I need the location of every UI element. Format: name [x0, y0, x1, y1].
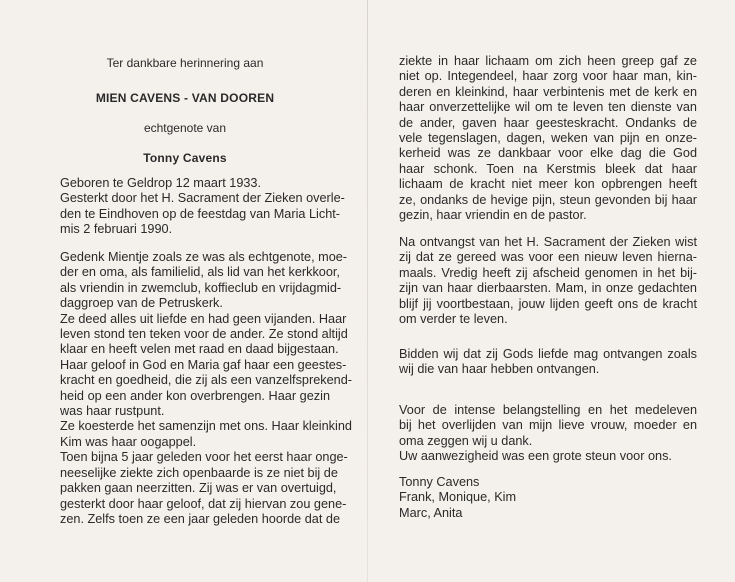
- text-line: neeselijke ziekte zich openbaarde is ze niet bij de: [60, 465, 338, 480]
- signatures: [399, 475, 697, 521]
- text-line: mis 2 februari 1990.: [60, 222, 173, 237]
- text-line: Haar geloof in God en Maria gaf haar een geestes-: [60, 357, 347, 372]
- text-line: lichaam de kracht niet meer kon opbrengen heeft: [399, 177, 697, 192]
- text-line: zen. Zelfs toen ze een jaar geleden hoorde dat de: [60, 511, 341, 526]
- signature-line: Tonny Cavens: [399, 475, 480, 489]
- text-line: Gesterkt door het H. Sacrament der Zieken overle-: [60, 191, 345, 206]
- text-line: blijf jij voortbestaan, jouw lijden geeft ons de kracht: [399, 296, 697, 311]
- text-line: als vriendin in zwemclub, koffieclub en vrijdagmid-: [60, 280, 342, 295]
- card-fold: [367, 0, 368, 582]
- text-line: Kim was haar oogappel.: [60, 434, 197, 449]
- birth-death-paragraph: [60, 176, 345, 238]
- text-line: zijn van haar dierbaarsten. Mam, in onze gedachten: [399, 281, 697, 296]
- text-line: zij dat ze gereed was voor een nieuw leven hierna-: [399, 250, 697, 265]
- text-line: haar onverzettelijke wil om te leven ten dienste van: [399, 100, 697, 115]
- text-line: was haar rustpunt.: [60, 404, 165, 419]
- text-line: kracht en goedheid, die zij als een vanzelfsprekend-: [60, 373, 352, 388]
- text-line: den te Eindhoven op de feestdag van Maria Licht-: [60, 206, 341, 221]
- remembrance-paragraph: [60, 250, 352, 527]
- text-line: kerheid was ze dankbaar voor elke dag die God: [399, 146, 697, 161]
- prayer-paragraph: [399, 347, 697, 378]
- thanks-paragraph: [399, 403, 697, 465]
- text-line: heid op een ander kon overbrengen. Haar gezin: [60, 388, 330, 403]
- text-line: Toen bijna 5 jaar geleden voor het eerst haar onge-: [60, 450, 348, 465]
- text-line: daggroep van de Petruskerk.: [60, 296, 223, 311]
- intro-text: Ter dankbare herinnering aan: [106, 56, 264, 70]
- text-line: der en oma, als familielid, als lid van het kerkkoor,: [60, 265, 340, 280]
- spouse-name: Tonny Cavens: [143, 151, 227, 165]
- text-line: bij het overlijden van mijn lieve vrouw, moeder en: [399, 418, 697, 433]
- text-line: Na ontvangst van het H. Sacrament der Zieken wist: [399, 235, 697, 249]
- text-line: ziekte in haar lichaam om zich heen greep gaf ze: [399, 54, 697, 68]
- text-line: niet op. Integendeel, haar zorg voor haar man, kin-: [399, 69, 697, 84]
- text-line: de ander, gaven haar geesteskracht. Ondanks de: [399, 115, 697, 130]
- text-line: klaar en heeft velen met raad en daad bijgestaan.: [60, 342, 339, 357]
- text-line: oma zeggen wij u dank.: [399, 433, 533, 448]
- text-line: Bidden wij dat zij Gods liefde mag ontvangen zoals: [399, 347, 697, 361]
- text-line: Uw aanwezigheid was een grote steun voor ons.: [399, 449, 672, 464]
- text-line: maals. Vredig heeft zij afscheid genomen in het bij-: [399, 265, 697, 280]
- text-line: ze, ondanks de hevige pijn, steun gevonden bij haar: [399, 192, 697, 207]
- text-line: deren en kleinkind, haar verbintenis met de kerk en: [399, 84, 697, 99]
- text-line: Voor de intense belangstelling en het medeleven: [399, 403, 697, 417]
- text-line: Ze deed alles uit liefde en had geen vijanden. Haar: [60, 311, 347, 326]
- text-line: gezin, haar vriendin en de pastor.: [399, 208, 587, 223]
- text-line: Geboren te Geldrop 12 maart 1933.: [60, 176, 262, 190]
- text-line: om verder te leven.: [399, 312, 508, 327]
- text-line: pakken gaan neerzitten. Zij was er van overtuigd,: [60, 481, 337, 496]
- text-line: vele tegenslagen, dagen, weken van pijn en onze-: [399, 131, 697, 146]
- signature-line: Marc, Anita: [399, 505, 463, 520]
- text-line: leven stond ten teken voor de ander. Ze stond altijd: [60, 327, 348, 342]
- relation-text: echtgenote van: [143, 121, 227, 135]
- text-line: gesterkt door haar geloof, dat zij hiervan zou gene-: [60, 496, 347, 511]
- text-line: wij die van haar hebben ontvangen.: [399, 362, 600, 377]
- text-line: haar schonk. Toen na Kerstmis bleek dat haar: [399, 161, 697, 176]
- deceased-name: MIEN CAVENS - VAN DOOREN: [95, 91, 275, 105]
- sacrament-paragraph: [399, 235, 697, 327]
- text-line: Gedenk Mientje zoals ze was als echtgenote, moe-: [60, 250, 348, 264]
- illness-paragraph: [399, 54, 697, 223]
- text-line: Ze koesterde het samenzijn met ons. Haar kleinkind: [60, 419, 352, 434]
- signature-line: Frank, Monique, Kim: [399, 490, 517, 505]
